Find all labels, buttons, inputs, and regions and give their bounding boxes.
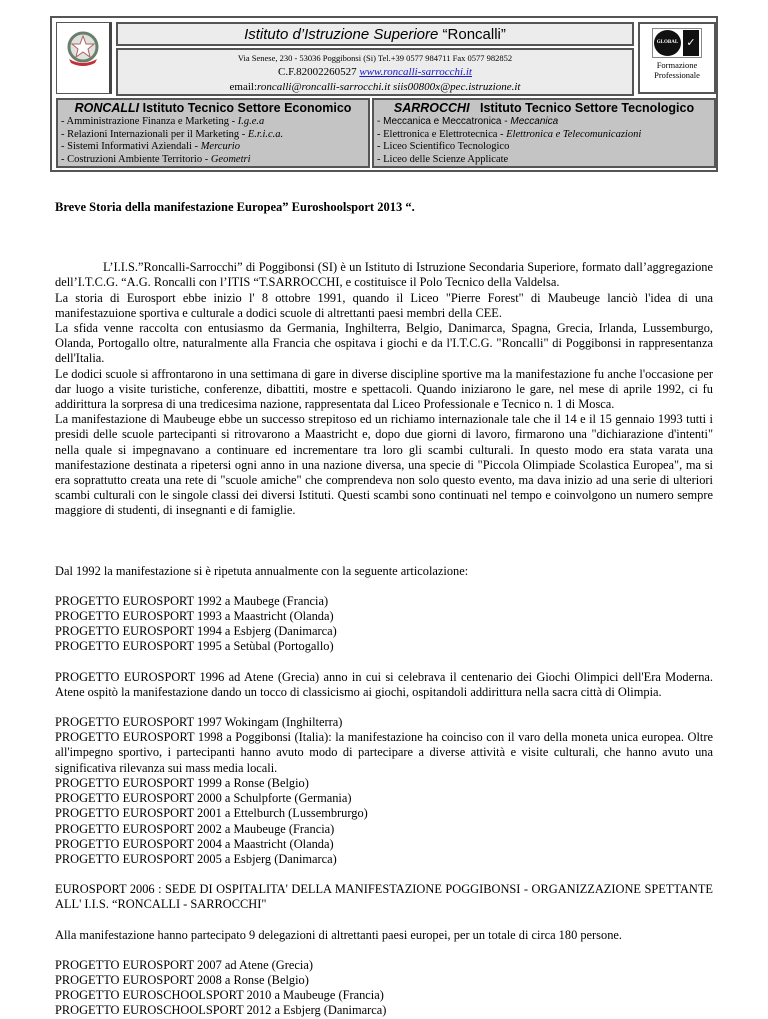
document-body <box>55 200 713 1019</box>
course-name: - Liceo delle Scienze Applicate <box>377 153 509 165</box>
course-item <box>61 129 365 142</box>
course-name: - Sistemi Informativi Aziendali - <box>61 141 201 152</box>
sector-sarrocchi-courses <box>377 116 711 166</box>
edition-item: PROGETTO EUROSCHOOLSPORT 2010 a Maubeuge (Francia) <box>55 988 384 1003</box>
sector-sarrocchi-subtitle: Istituto Tecnico Settore Tecnologico <box>469 101 695 115</box>
edition-item: PROGETTO EUROSPORT 1997 Wokingam (Inghilterra) <box>55 715 343 730</box>
edition-item: PROGETTO EUROSPORT 2001 a Ettelburch (Lussembrurgo) <box>55 806 368 821</box>
institute-title <box>116 22 634 46</box>
course-item <box>377 154 711 167</box>
edition-item: PROGETTO EUROSPORT 1994 a Esbjerg (Danimarca) <box>55 624 337 639</box>
email-line <box>118 80 632 95</box>
sector-roncalli-subtitle: Istituto Tecnico Settore Economico <box>139 101 352 115</box>
sector-sarrocchi-title <box>377 101 711 116</box>
edition-item: PROGETTO EUROSPORT 1995 a Setùbal (Portogallo) <box>55 639 334 654</box>
sector-roncalli <box>56 98 370 168</box>
edition-item: PROGETTO EUROSPORT 2007 ad Atene (Grecia) <box>55 957 313 972</box>
letterhead <box>50 16 718 172</box>
institute-address-box <box>116 48 634 96</box>
course-item <box>377 129 711 142</box>
sector-sarrocchi <box>372 98 716 168</box>
edition-item: PROGETTO EUROSPORT 2005 a Esbjerg (Danimarca) <box>55 851 337 866</box>
course-name: - Costruzioni Ambiente Territorio - <box>61 153 211 165</box>
course-alias: I.g.e.a <box>237 116 265 127</box>
course-alias: Mercurio <box>200 141 240 152</box>
email-addresses: roncalli@roncalli-sarrocchi.it siis00800x@pec.istruzione.it <box>257 81 521 93</box>
global-globe-icon: GLOBAL <box>654 30 681 56</box>
certification-box <box>638 22 716 94</box>
certification-caption-2: Professionale <box>654 70 700 80</box>
intro-paragraph: L’I.I.S.”Roncalli-Sarrocchi” di Poggibonsi (SI) è un Istituto di Istruzione Secondaria Superiore, formato dall’aggregazione dell’I.T.C.G. “A.G. Roncalli con l’ITIS “T.SARROCCHI, e costituisce il Polo Tecnico della Valdelsa. <box>55 260 713 290</box>
edition-2006-paragraph: EUROSPORT 2006 : SEDE DI OSPITALITA' DELLA MANIFESTAZIONE POGGIBONSI - ORGANIZZAZIONE SPETTANTE ALL' I.I.S. “RONCALLI - SARROCCHI" <box>55 882 713 912</box>
course-alias: Meccanica <box>510 116 559 127</box>
edition-item: PROGETTO EUROSPORT 1993 a Maastricht (Olanda) <box>55 609 334 624</box>
edition-item: PROGETTO EUROSPORT 2000 a Schulpforte (Germania) <box>55 791 352 806</box>
email-label: email: <box>229 81 258 93</box>
course-item <box>377 116 711 129</box>
since-1992-paragraph: Dal 1992 la manifestazione si è ripetuta annualmente con la seguente articolazione: <box>55 563 469 578</box>
course-alias: E.r.i.c.a. <box>247 128 284 140</box>
course-name: - Relazioni Internazionali per il Marketing - <box>61 128 248 140</box>
edition-item: PROGETTO EUROSPORT 2008 a Ronse (Belgio) <box>55 972 309 987</box>
website-link[interactable]: www.roncalli-sarrocchi.it <box>359 66 472 78</box>
participants-paragraph: Alla manifestazione hanno partecipato 9 delegazioni di altrettanti paesi europei, per un totale di circa 180 persone. <box>55 927 622 942</box>
history-paragraph: La sfida venne raccolta con entusiasmo da Germania, Inghilterra, Belgio, Danimarca, Spagna, Grecia, Irlanda, Lussemburgo, Olanda, Portogallo oltre, naturalmente alla Francia che ospitava i giochi e da l'I.T.C.G. "Roncalli" di Poggibonsi in rappresentanza dell'Italia. <box>55 321 713 366</box>
ukas-check-icon: ✓ <box>683 30 699 56</box>
course-alias: Elettronica e Telecomunicazioni <box>506 128 642 140</box>
letterhead-top <box>54 20 714 96</box>
course-alias: Geometri <box>210 153 251 165</box>
certification-logo-icon <box>652 28 702 58</box>
fiscal-code-line <box>118 65 632 80</box>
sector-roncalli-courses <box>61 116 365 166</box>
edition-item: PROGETTO EUROSPORT 1999 a Ronse (Belgio) <box>55 775 309 790</box>
edition-item: PROGETTO EUROSPORT 1998 a Poggibonsi (Italia): la manifestazione ha coinciso con il varo della moneta unica europea. Oltre all'impegno sportivo, i partecipanti hanno avuto modo di partecipare a diverse attività e visite culturali, che hanno avuto una significativa rilevanza sui mass media locali. <box>55 730 713 775</box>
italian-republic-emblem-icon <box>56 22 112 94</box>
institute-title-italic: Istituto d’Istruzione Superiore <box>244 26 439 43</box>
institute-title-name: “Roncalli” <box>438 26 506 43</box>
history-paragraph: La manifestazione di Maubeuge ebbe un successo strepitoso ed un richiamo internazionale tale che il 14 e il 15 gennaio 1993 tutti i presidi delle scuole partecipanti si ritrovarono a Maastricht e, dopo due giorni di lavoro, firmarono una "dichiarazione d'intenti" nella quale si impegnavano a continuare ed incrementare tra loro gli scambi culturali. In questo modo era stata varata una manifestazione destinata a ripetersi ogni anno in una nazione diversa, una specie di "Piccola Olimpiade Scolastica Europea", ma si era soprattutto creata una rete di "scuole amiche" che comprendeva non solo questo evento, ma dava inizio ad una serie di ulteriori scambi culturali con le singole classi dei diversi Istituti. Questi scambi sono continuati nel tempo e coinvolgono un numero sempre maggiore di studenti, di insegnanti e di famiglie. <box>55 412 713 518</box>
course-item <box>61 141 365 154</box>
course-name: - Liceo Scientifico Tecnologico <box>377 141 510 152</box>
certification-caption-1: Formazione <box>656 60 698 70</box>
institute-address: Via Senese, 230 - 53036 Poggibonsi (Si) Tel.+39 0577 984711 Fax 0577 982852 <box>237 53 513 63</box>
edition-item: PROGETTO EUROSCHOOLSPORT 2012 a Esbjerg (Danimarca) <box>55 1003 387 1018</box>
history-paragraph: Le dodici scuole si affrontarono in una settimana di gare in diverse discipline sportive ma la manifestazione fu anche l'occasione per dar luogo a visite turistiche, conferenze, dibattiti, mostre e spettacoli. Quando iniziarono le gare, nel mese di aprile 1992, ci fu addirittura la sorpresa di una tredicesima nazione, rappresentata dal Liceo Professionale e Tecnico n. 1 di Mosca. <box>55 366 713 412</box>
edition-item: PROGETTO EUROSPORT 1992 a Maubege (Francia) <box>55 593 329 608</box>
course-item <box>61 154 365 167</box>
sector-roncalli-title <box>61 101 365 116</box>
sector-roncalli-name: RONCALLI <box>74 101 140 115</box>
sector-sarrocchi-name: SARROCCHI <box>393 101 470 115</box>
edition-item: PROGETTO EUROSPORT 2002 a Maubeuge (Francia) <box>55 821 335 836</box>
edition-item: PROGETTO EUROSPORT 2004 a Maastricht (Olanda) <box>55 836 334 851</box>
document-title: Breve Storia della manifestazione Europea” Euroshoolsport 2013 “. <box>55 200 415 214</box>
history-paragraph: La storia di Eurosport ebbe inizio l' 8 ottobre 1991, quando il Liceo "Pierre Forest" di Maubeuge lanciò l'idea di una manifestazuione sportiva e culturale a dodici scuole di altrettanti paesi membri della CEE. <box>55 290 713 320</box>
course-item <box>61 116 365 129</box>
course-name: - Meccanica e Meccatronica - <box>377 116 511 127</box>
sectors-row <box>54 98 714 168</box>
course-name: - Amministrazione Finanza e Marketing - <box>61 116 238 127</box>
edition-1996-paragraph: PROGETTO EUROSPORT 1996 ad Atene (Grecia) anno in cui si celebrava il centenario dei Giochi Olimpici dell'Era Moderna. Atene ospitò la manifestazione dando un tocco di classicismo ai giochi, ospitandoli addirittura nella sacra città di Olimpia. <box>55 669 713 699</box>
course-name: - Elettronica e Elettrotecnica - <box>377 128 507 140</box>
course-item <box>377 141 711 154</box>
fiscal-code: C.F.82002260527 <box>278 66 360 78</box>
